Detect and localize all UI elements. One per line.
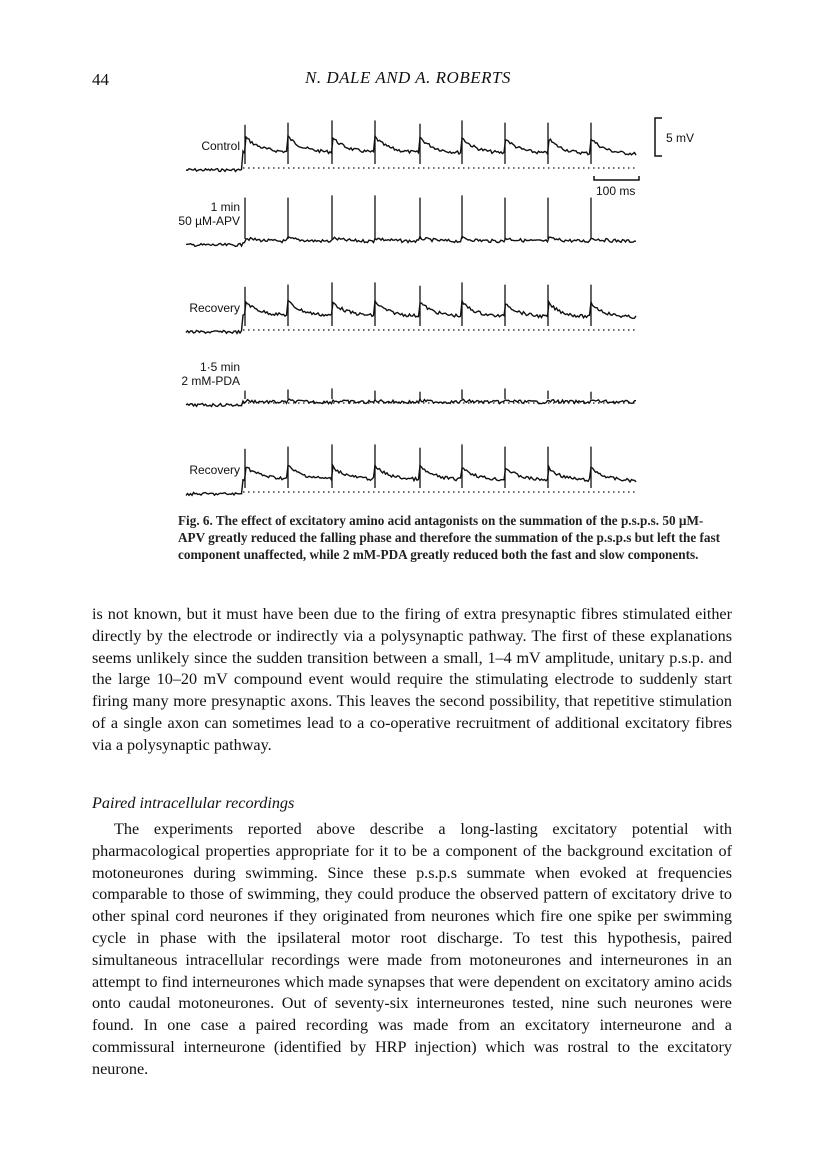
trace-3 [186, 282, 636, 333]
voltage-scale-bar [655, 118, 694, 156]
paragraph-1: is not known, but it must have been due to the firing of extra presynaptic fibres stimulated either directly by the electrode or indirectly via a polysynaptic pathway. The first of these explanations seems unlikely since the sudden transition between a small, 1–4 mV amplitude, unitary p.s.p. and the large 10–20 mV compound event would require the stimulating electrode to suddenly start firing many more presynaptic axons. This leaves the second possibility, that repetitive stimulation of a single axon can sometimes lead to a co-operative recruitment of additional excitatory fibres via a polysynaptic pathway. [92, 605, 732, 754]
trace-5 [186, 444, 636, 495]
trace-waveform [186, 237, 636, 247]
running-head: N. DALE AND A. ROBERTS [305, 68, 511, 87]
trace-label: 2 mM-PDA [181, 374, 240, 388]
trace-label: Recovery [189, 301, 240, 315]
paragraph-2: The experiments reported above describe a long-lasting excitatory potential with pharmacological properties appropriate for it to be a component of the background excitation of motoneurones during swimming. Since these p.s.p.s summate when evoked at frequencies comparable to those of swimming, they could produce the observed pattern of excitatory drive to other spinal cord neurones if they originated from neurones which fire one spike per swimming cycle in phase with the ipsilateral motor root discharge. To test this hypothesis, paired simultaneous intracellular recordings were made from motoneurones and interneurones in an attempt to find interneurones which made synapses that were dependent on excitatory amino acids onto caudal motoneurones. Out of seventy-six interneurones tested, nine such neurones were found. In one case a paired recording was made from an excitatory interneurone and a commissural interneurone (identified by HRP injection) which was rostral to the excitatory neurone. [92, 820, 732, 1078]
trace-waveform [186, 465, 636, 495]
trace-waveform [186, 301, 636, 334]
trace-4 [181, 360, 636, 406]
trace-label: 50 µM-APV [178, 214, 240, 228]
figure-caption: Fig. 6. The effect of excitatory amino acid antagonists on the summation of the p.s.p.s. 50 µM-APV greatly reduced the falling phase and therefore the summation of the p.s.p.s but left the fast component unaffected, while 2 mM-PDA greatly reduced both the fast and slow components. [178, 513, 721, 562]
time-scale-label: 100 ms [596, 184, 636, 198]
trace-label: Control [201, 139, 240, 153]
trace-1 [186, 120, 636, 171]
trace-label: 1·5 min [199, 360, 240, 374]
trace-waveform [186, 136, 636, 172]
section-heading: Paired intracellular recordings [92, 794, 295, 812]
trace-label: 1 min [210, 200, 240, 214]
page-number: 44 [92, 70, 109, 89]
voltage-scale-label: 5 mV [666, 131, 695, 145]
trace-label: Recovery [189, 463, 240, 477]
trace-group [178, 120, 636, 495]
figure-6 [0, 100, 816, 510]
trace-waveform [186, 399, 636, 406]
trace-2 [178, 195, 636, 246]
time-scale-bar [594, 176, 639, 198]
